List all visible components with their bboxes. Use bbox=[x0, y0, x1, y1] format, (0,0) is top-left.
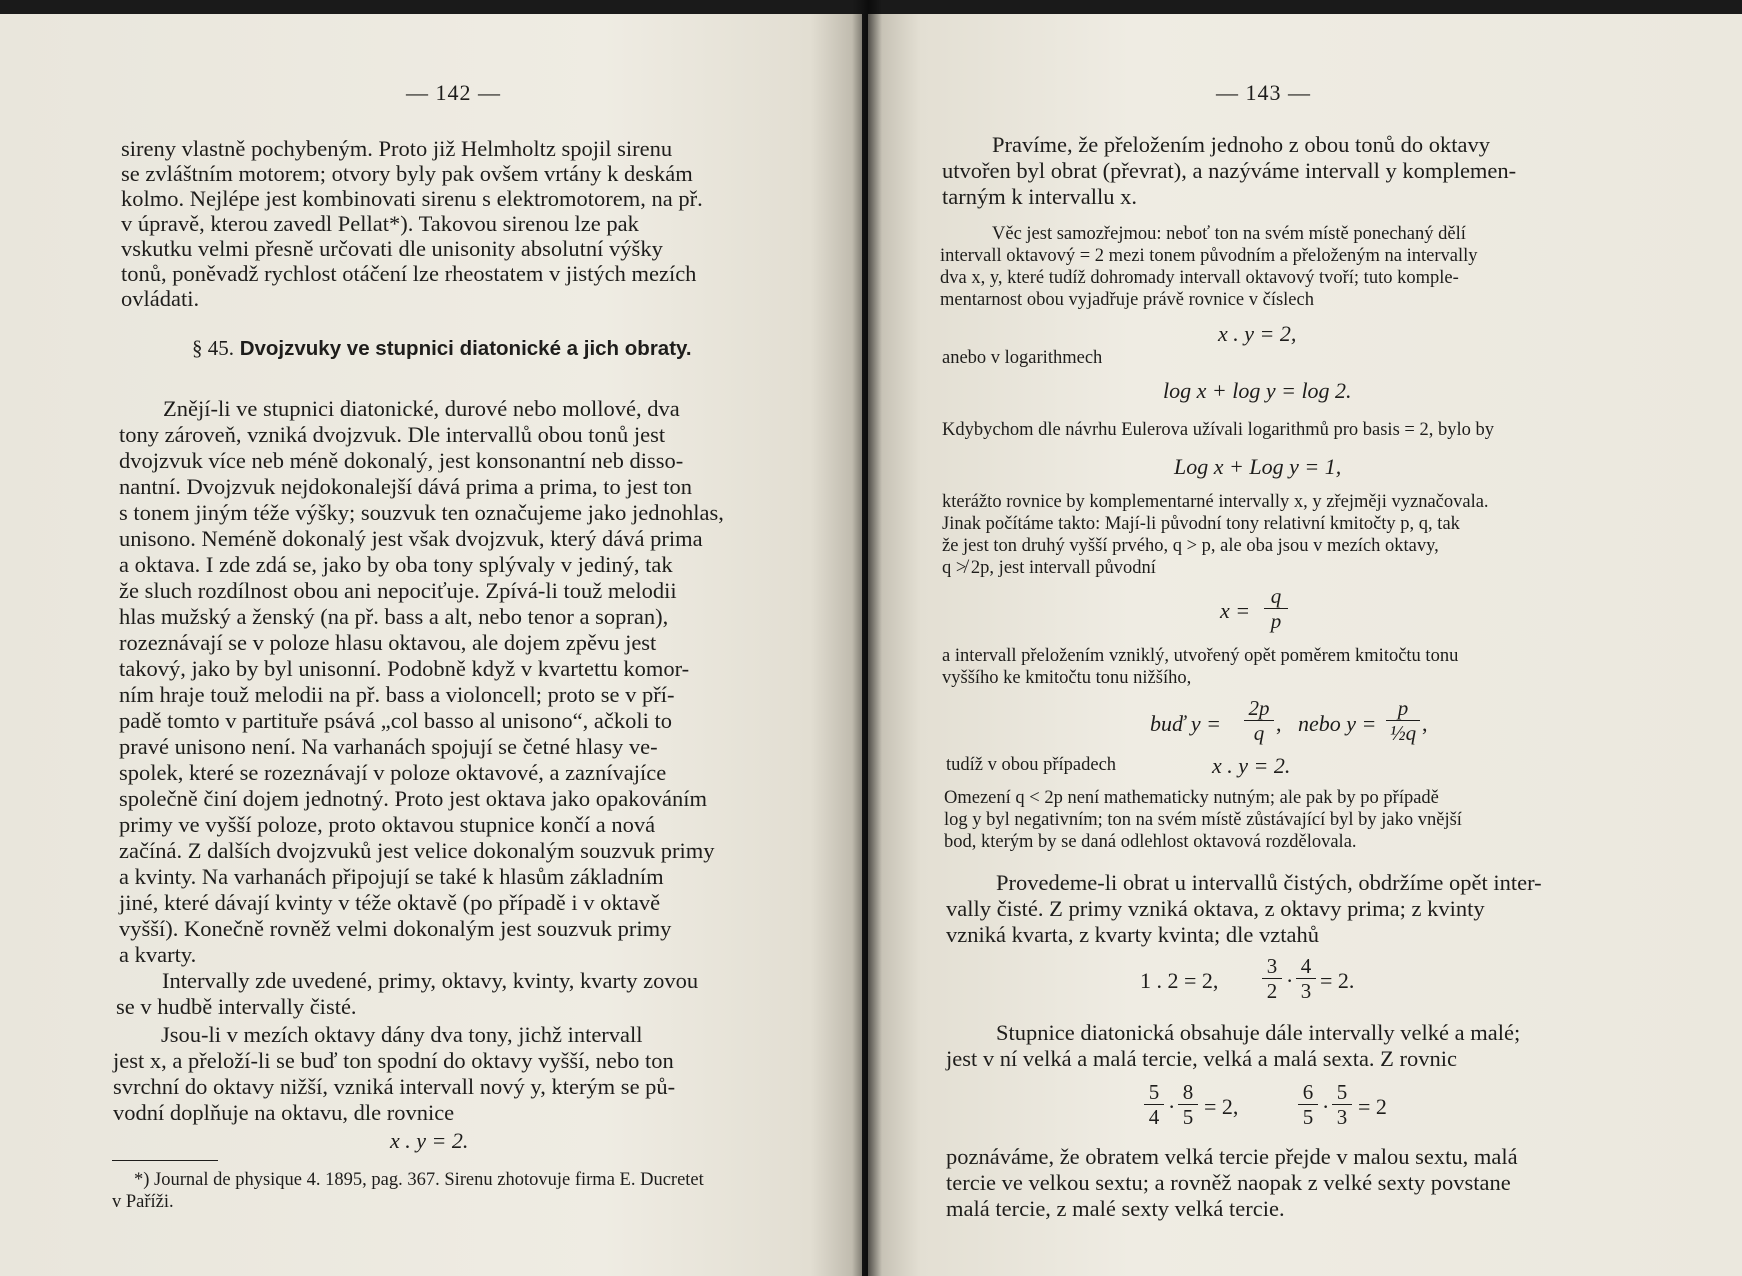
fraction-2p-over-q bbox=[1244, 696, 1274, 745]
dot: · bbox=[1168, 1094, 1176, 1119]
text-line: Jinak počítáme takto: Mají-li původní tony relativní kmitočty p, q, tak bbox=[942, 514, 1460, 534]
footnote-line: *) Journal de physique 4. 1895, pag. 367. Sirenu zhotovuje firma E. Ducretet bbox=[134, 1170, 704, 1190]
footnote-rule bbox=[112, 1160, 218, 1161]
section-title: Dvojzvuky ve stupnici diatonické a jich obraty. bbox=[239, 337, 692, 360]
equation-x-y-2: x . y = 2. bbox=[390, 1128, 469, 1153]
text-line: takový, jako by byl unisonní. Podobně když v kvartettu komor- bbox=[119, 656, 690, 681]
dot: · bbox=[1322, 1094, 1330, 1119]
text-line: hlas mužský a ženský (na př. bass a alt, nebo tenor a sopran), bbox=[119, 604, 669, 629]
text-line: Stupnice diatonická obsahuje dále intervally velké a malé; bbox=[996, 1020, 1521, 1045]
denominator: p bbox=[1270, 609, 1282, 633]
numerator: 5 bbox=[1144, 1080, 1164, 1105]
numerator: 6 bbox=[1298, 1080, 1318, 1105]
text-line: v úpravě, kterou zavedl Pellat*). Takovou sirenou lze pak bbox=[121, 211, 639, 236]
equation-8-rhs-2: = 2 bbox=[1358, 1094, 1387, 1119]
equation-7-rhs: = 2. bbox=[1320, 968, 1355, 993]
denominator: ½q bbox=[1389, 721, 1417, 745]
text-line: nantní. Dvojzvuk nejdokonalejší dává prima a prima, to jest ton bbox=[119, 474, 692, 499]
text-line: ním hraje touž melodii na př. bass a violoncell; proto se v pří- bbox=[119, 682, 675, 707]
fraction-q-over-p bbox=[1264, 584, 1288, 633]
denominator: q bbox=[1253, 721, 1265, 745]
text-line: svrchní do oktavy nižší, vzniká intervall nový y, kterým se pů- bbox=[113, 1074, 676, 1099]
equation-8-rhs-1: = 2, bbox=[1204, 1094, 1239, 1119]
text-line: pravé unisono není. Na varhanách spojují se četné hlasy ve- bbox=[119, 734, 658, 759]
page-number-left: — 142 — bbox=[406, 80, 501, 105]
text-line: dvojzvuk více neb méně dokonalý, jest konsonantní neb disso- bbox=[119, 448, 684, 473]
text-line: vskutku velmi přesně určovati dle unisonity absolutní výšky bbox=[121, 236, 663, 261]
denominator: 3 bbox=[1300, 979, 1312, 1003]
text-line: kolmo. Nejlépe jest kombinovati sirenu s elektromotorem, na př. bbox=[121, 186, 703, 211]
equation-1: x . y = 2, bbox=[1218, 321, 1297, 346]
text-line: tercie ve velkou sextu; a rovněž naopak z velké sexty povstane bbox=[946, 1170, 1511, 1195]
fraction-3-2 bbox=[1262, 954, 1282, 1003]
fraction-6-5 bbox=[1298, 1080, 1318, 1129]
text-line: Omezení q < 2p není mathematicky nutným; ale pak by po případě bbox=[944, 788, 1439, 808]
tudiz-label: tudíž v obou případech bbox=[946, 755, 1117, 775]
text-line: s tonem jiným téže výšky; souzvuk ten označujeme jako jednohlas, bbox=[119, 500, 724, 525]
fraction-4-3 bbox=[1296, 954, 1316, 1003]
text-line: malá tercie, z malé sexty velká tercie. bbox=[946, 1196, 1285, 1221]
equation-6: x . y = 2. bbox=[1212, 753, 1291, 778]
right-small-2: Kdybychom dle návrhu Eulerova užívali logarithmů pro basis = 2, bylo by bbox=[942, 420, 1494, 440]
equation-3: Log x + Log y = 1, bbox=[1174, 454, 1342, 479]
text-line: tonů, poněvadž rychlost otáčení lze rheostatem v jistých mezích bbox=[121, 261, 697, 286]
equation-4-lhs: x = bbox=[1220, 598, 1251, 623]
denominator: 3 bbox=[1336, 1105, 1348, 1129]
numerator: q bbox=[1264, 584, 1288, 609]
text-line: padě tomto v partituře psává „col basso al unisono“, ačkoli to bbox=[119, 708, 672, 733]
text-line: sireny vlastně pochybeným. Proto již Helmholtz spojil sirenu bbox=[121, 136, 673, 161]
text-line: bod, kterým by se daná odlehlost oktavová rozdělovala. bbox=[944, 832, 1357, 852]
text-line: tony zároveň, vzniká dvojzvuk. Dle intervallů obou tonů jest bbox=[119, 422, 666, 447]
text-line: jest v ní velká a malá tercie, velká a malá sexta. Z rovnic bbox=[946, 1046, 1458, 1071]
text-line: unisono. Neméně dokonalý jest však dvojzvuk, který dává prima bbox=[119, 526, 703, 551]
equation-2: log x + log y = log 2. bbox=[1163, 378, 1352, 403]
book-gutter-shadow bbox=[852, 0, 882, 1276]
text-line: intervall oktavový = 2 mezi tonem původním a přeloženým na intervally bbox=[940, 246, 1478, 266]
text-line: jiné, které dávají kvinty v téže oktavě (po případě i v oktavě bbox=[119, 890, 661, 915]
equation-5b: nebo y = bbox=[1298, 711, 1377, 736]
text-line: kterážto rovnice by komplementarné intervally x, y zřejměji vyznačovala. bbox=[942, 492, 1489, 512]
text-line: vzniká kvarta, z kvarty kvinta; dle vztahů bbox=[946, 922, 1319, 947]
text-line: Věc jest samozřejmou: neboť ton na svém místě ponechaný dělí bbox=[992, 224, 1466, 244]
denominator: 4 bbox=[1148, 1105, 1160, 1129]
text-line: a kvinty. Na varhanách připojují se také k hlasům základním bbox=[119, 864, 664, 889]
numerator: p bbox=[1386, 696, 1420, 721]
text-line: se v hudbě intervally čisté. bbox=[116, 994, 357, 1019]
fraction-5-4 bbox=[1144, 1080, 1164, 1129]
section-heading bbox=[192, 336, 692, 361]
text-line: vodní doplňuje na oktavu, dle rovnice bbox=[113, 1100, 455, 1125]
numerator: 4 bbox=[1296, 954, 1316, 979]
equation-5a: buď y = bbox=[1150, 711, 1221, 736]
text-line: začíná. Z dalších dvojzvuků jest velice dokonalým souzvuk primy bbox=[119, 838, 715, 863]
anebo-label: anebo v logarithmech bbox=[942, 348, 1103, 368]
text-line: vally čisté. Z primy vzniká oktava, z oktavy prima; z kvinty bbox=[946, 896, 1485, 921]
page-number-right: — 143 — bbox=[1216, 80, 1311, 105]
text-line: rozeznávají se v poloze hlasu oktavou, ale dojem zpěvu jest bbox=[119, 630, 657, 655]
text-line: spolek, které se rozeznávají v poloze oktavové, a zaznívajíce bbox=[119, 760, 667, 785]
fraction-8-5 bbox=[1178, 1080, 1198, 1129]
left-page bbox=[0, 14, 862, 1276]
text-line: Jsou-li v mezích oktavy dány dva tony, jichž intervall bbox=[161, 1022, 643, 1047]
numerator: 5 bbox=[1332, 1080, 1352, 1105]
numerator: 2p bbox=[1244, 696, 1274, 721]
denominator: 5 bbox=[1182, 1105, 1194, 1129]
numerator: 8 bbox=[1178, 1080, 1198, 1105]
text-line: Znějí-li ve stupnici diatonické, durové nebo mollové, dva bbox=[163, 396, 680, 421]
text-line: Provedeme-li obrat u intervallů čistých, obdržíme opět inter- bbox=[996, 870, 1542, 895]
text-line: vyšší). Konečně rovněž velmi dokonalým jest souzvuk primy bbox=[119, 916, 672, 941]
numerator: 3 bbox=[1262, 954, 1282, 979]
text-line: tarným k intervallu x. bbox=[942, 184, 1137, 209]
text-line: a intervall přeložením vzniklý, utvořený opět poměrem kmitočtu tonu bbox=[942, 646, 1459, 666]
text-line: poznáváme, že obratem velká tercie přejde v malou sextu, malá bbox=[946, 1144, 1518, 1169]
text-line: vyššího ke kmitočtu tonu nižšího, bbox=[942, 668, 1192, 688]
text-line: log y byl negativním; ton na svém místě zůstávající byl by jako vnější bbox=[944, 810, 1462, 830]
denominator: 2 bbox=[1266, 979, 1278, 1003]
text-line: že jest ton druhý vyšší prvého, q > p, ale oba jsou v mezích oktavy, bbox=[942, 536, 1439, 556]
fraction-p-over-half-q bbox=[1386, 696, 1420, 745]
equation-7-lhs: 1 . 2 = 2, bbox=[1140, 968, 1219, 993]
text-line: se zvláštním motorem; otvory byly pak ovšem vrtány k deskám bbox=[121, 161, 693, 186]
text-line: a oktava. I zde zdá se, jako by oba tony splývaly v jediný, tak bbox=[119, 552, 673, 577]
text-line: jest x, a přeloží-li se buď ton spodní do oktavy vyšší, nebo ton bbox=[113, 1048, 674, 1073]
text-line: že sluch rozdílnost obou ani nepociťuje. Zpívá-li touž melodii bbox=[119, 578, 677, 603]
text-line: primy ve vyšší poloze, proto oktavou stupnice končí a nová bbox=[119, 812, 656, 837]
text-line: ovládati. bbox=[121, 286, 200, 311]
text-line: dva x, y, které tudíž dohromady intervall oktavový tvoří; tuto komple- bbox=[940, 268, 1459, 288]
text-line: Intervally zde uvedené, primy, oktavy, kvinty, kvarty zovou bbox=[162, 968, 699, 993]
section-number: § 45. bbox=[192, 336, 234, 360]
text-line: q ≯ 2p, jest intervall původní bbox=[942, 558, 1156, 578]
text-line: mentarnost obou vyjadřuje právě rovnice v číslech bbox=[940, 290, 1314, 310]
denominator: 5 bbox=[1302, 1105, 1314, 1129]
dot: · bbox=[1286, 968, 1294, 993]
text-line: utvořen byl obrat (převrat), a nazýváme intervall y komplemen- bbox=[942, 158, 1517, 183]
fraction-5-3 bbox=[1332, 1080, 1352, 1129]
comma: , bbox=[1276, 711, 1282, 736]
right-page bbox=[868, 14, 1742, 1276]
footnote-line: v Paříži. bbox=[112, 1192, 174, 1212]
comma: , bbox=[1422, 711, 1428, 736]
text-line: Pravíme, že přeložením jednoho z obou tonů do oktavy bbox=[992, 132, 1490, 157]
text-line: společně činí dojem jednotný. Proto jest oktava jako opakováním bbox=[119, 786, 707, 811]
text-line: a kvarty. bbox=[119, 942, 197, 967]
